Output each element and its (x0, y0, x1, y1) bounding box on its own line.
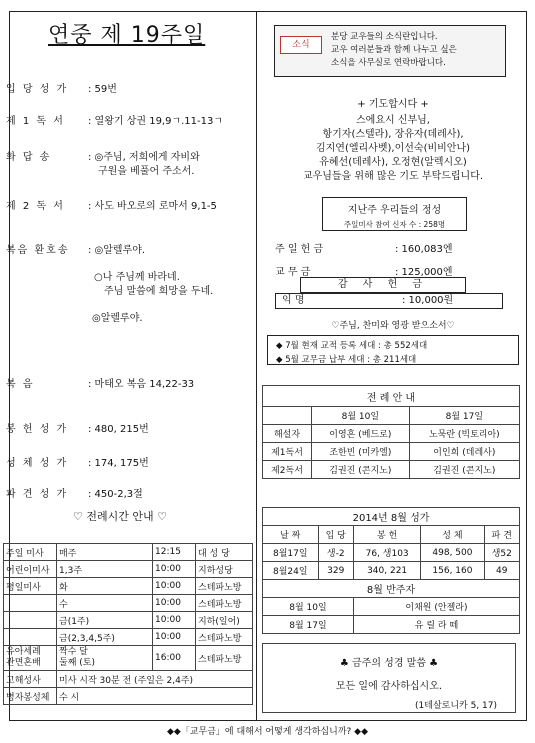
order-second-reading: 제 2 독 서 : 사도 바오로의 로마서 9,1-5 (6, 201, 217, 212)
order-entrance-hymn: 입 당 성 가 : 59번 (6, 84, 117, 95)
table-row: 8월17일 생-2 76, 생103 498, 500 생52 (263, 544, 520, 562)
bulletin-logo: 소식 (280, 36, 322, 54)
order-psalm: 화 답 송 : ◎주님, 저희에게 자비와 (6, 152, 200, 163)
order-communion-hymn: 성 체 성 가 : 174, 175번 (6, 458, 149, 469)
table-row: 주일 미사 매주 12:15 대 성 당 (4, 544, 253, 561)
table-row: 금(2,3,4,5주) 10:00 스테파노방 (4, 629, 253, 646)
parish-stats: ◆ 7월 현재 교적 등록 세대 : 총 552세대 ◆ 5월 교무금 납부 세대 : 총 211세대 (267, 335, 519, 365)
table-row: 평일미사 화 10:00 스테파노방 (4, 578, 253, 595)
blessing-line: ♡주님, 찬미와 영광 받으소서♡ (331, 321, 455, 331)
column-divider (256, 11, 257, 721)
table-row: 8월 반주자 (263, 580, 520, 598)
schedule-table (3, 543, 253, 705)
table-row: 8월 10일 8월 17일 (263, 407, 520, 425)
table-row: 해설자 이영흔 (베드로) 노묵란 (빅토리아) (263, 425, 520, 443)
alleluia-end: ◎알렐루야. (92, 313, 143, 324)
hymn-table (262, 507, 520, 634)
table-row: 2014년 8월 성가 (263, 508, 520, 526)
bulletin-notice (274, 25, 506, 77)
order-offertory-hymn: 봉 헌 성 가 : 480, 215번 (6, 424, 149, 435)
prayer-line: 스에요시 신부님, (356, 115, 430, 126)
order-first-reading: 제 1 독 서 : 열왕기 상권 19,9ㄱ.11-13ㄱ (6, 116, 224, 127)
prayer-line: 교우님들을 위해 많은 기도 부탁드립니다. (302, 171, 484, 182)
liturgy-table (262, 385, 520, 479)
order-gospel-acclamation: 복음 환호송 : ◎알렐루야. (6, 245, 146, 256)
offering-row: 주 일 헌 금 : 160,083엔 (275, 244, 453, 255)
offering-attendance: 주일미사 참여 신자 수 : 258명 (343, 220, 446, 229)
table-row: 유아세례 관면혼배 짝수 달 둘째 (토) 16:00 스테파노방 (4, 646, 253, 671)
verse-reference: (1테살로니카 5, 17) (415, 701, 497, 711)
alleluia-verse-2: 주님 말씀에 희망을 두네. (104, 286, 214, 297)
prayer-line: 김지연(엘리사벳),이선숙(비비안나) (315, 143, 471, 154)
footer-note: ◆◆「교무금」에 대해서 어떻게 생각하십니까? ◆◆ (166, 727, 368, 737)
psalm-continued: 구원을 베풀어 주소서. (98, 166, 195, 177)
order-recessional-hymn: 파 견 성 가 : 450-2,3절 (6, 489, 143, 500)
alleluia-verse-1: ○나 주님께 바라네. (94, 272, 180, 283)
table-row: 고해성사 미사 시작 30분 전 (주일은 2,4주) (4, 671, 253, 688)
table-row: 금(1주) 10:00 지하(일어) (4, 612, 253, 629)
table-row: 전 례 안 내 (263, 386, 520, 407)
weekly-verse (262, 643, 516, 713)
schedule-title: ♡ 전례시간 안내 ♡ (73, 510, 167, 523)
table-row: 어린이미사 1,3주 10:00 지하성당 (4, 561, 253, 578)
table-row: 날 짜 입 당 봉 헌 성 체 파 견 (263, 526, 520, 544)
offering-title-box (322, 197, 467, 231)
table-row: 병자봉성체 수 시 (4, 688, 253, 705)
table-row: 8월 17일 유 릴 라 떼 (263, 616, 520, 634)
table-row: 제2독서 김권진 (콘지노) 김권진 (콘지노) (263, 461, 520, 479)
offering-title: 지난주 우리들의 정성 (347, 205, 442, 216)
thanks-offering-row: 익 명 : 10,000원 (275, 293, 503, 309)
verse-title: ♣ 금주의 성경 말씀 ♣ (339, 658, 439, 669)
prayer-line: 유혜선(데레사), 오정현(알렉시오) (319, 157, 467, 168)
offering-row: 교 무 금 : 125,000엔 (275, 267, 453, 278)
table-row: 8월 10일 이채원 (안젤라) (263, 598, 520, 616)
verse-text: 모든 일에 감사하십시오. (335, 681, 443, 692)
page-title: 연중 제 19주일 (48, 23, 206, 48)
table-row: 수 10:00 스테파노방 (4, 595, 253, 612)
bulletin-text: 분당 교우들의 소식란입니다. 교우 여러분들과 함께 나누고 싶은 소식을 사무실로 연락바랍니다. (331, 32, 457, 68)
prayer-line: 항기자(스텔라), 장유자(데레사), (322, 129, 464, 140)
order-gospel: 복 음 : 마태오 복음 14,22-33 (6, 379, 195, 390)
table-row: 8월24일 329 340, 221 156, 160 49 (263, 562, 520, 580)
prayer-title: + 기도합시다 + (357, 99, 429, 110)
table-row: 제1독서 조한빈 (미카엘) 이인희 (데레사) (263, 443, 520, 461)
thanks-offering-title: 감 사 헌 금 (300, 277, 466, 293)
